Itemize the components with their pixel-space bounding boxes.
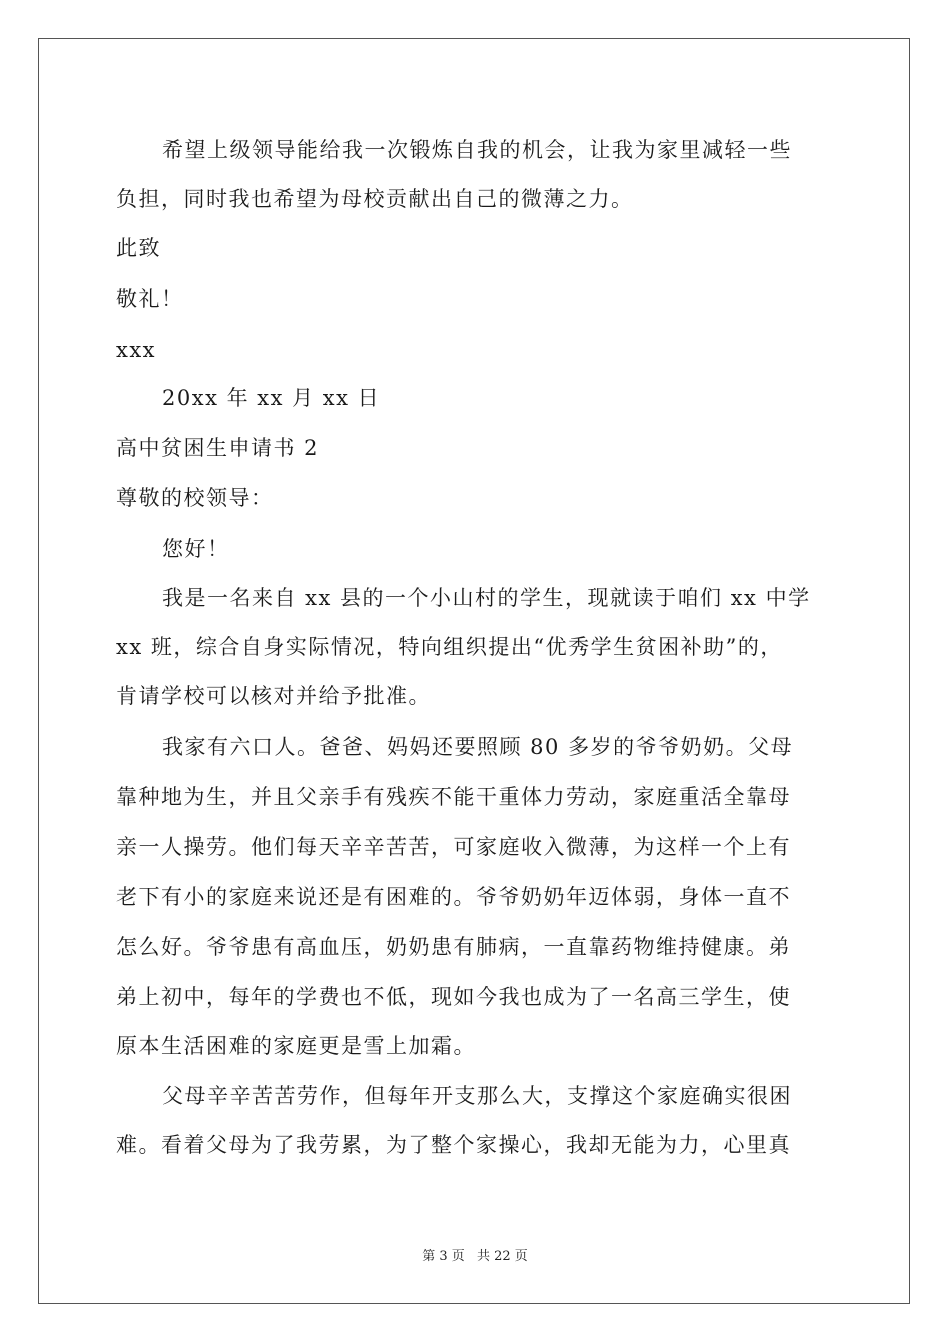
text-line: 老下有小的家庭来说还是有困难的。爷爷奶奶年迈体弱，身体一直不 xyxy=(116,885,791,909)
page-border xyxy=(38,38,910,1304)
text-line: 难。看着父母为了我劳累，为了整个家操心，我却无能为力，心里真 xyxy=(116,1133,791,1157)
text-line: 亲一人操劳。他们每天辛辛苦苦，可家庭收入微薄，为这样一个上有 xyxy=(116,835,791,859)
text-line: 肯请学校可以核对并给予批准。 xyxy=(116,684,431,708)
text-line: 我家有六口人。爸爸、妈妈还要照顾 80 多岁的爷爷奶奶。父母 xyxy=(162,735,794,759)
text-line: xx 班，综合自身实际情况，特向组织提出“优秀学生贫困补助”的， xyxy=(116,635,783,659)
text-line: 怎么好。爷爷患有高血压，奶奶患有肺病，一直靠药物维持健康。弟 xyxy=(116,935,791,959)
page-number: 第 3 页 xyxy=(422,1249,465,1264)
text-line: 我是一名来自 xx 县的一个小山村的学生，现就读于咱们 xx 中学 xyxy=(162,586,811,610)
text-line: 20xx 年 xx 月 xx 日 xyxy=(162,386,381,410)
text-line: 原本生活困难的家庭更是雪上加霜。 xyxy=(116,1034,476,1058)
text-line: 尊敬的校领导： xyxy=(116,486,274,510)
text-line: 敬礼！ xyxy=(116,287,184,311)
text-line: 靠种地为生，并且父亲手有残疾不能干重体力劳动，家庭重活全靠母 xyxy=(116,785,791,809)
text-line: 父母辛辛苦苦劳作，但每年开支那么大，支撑这个家庭确实很困 xyxy=(162,1084,792,1108)
text-line: 希望上级领导能给我一次锻炼自我的机会，让我为家里减轻一些 xyxy=(162,138,792,162)
page-total: 共 22 页 xyxy=(476,1249,528,1264)
text-line: 高中贫困生申请书 2 xyxy=(116,436,320,460)
text-line: 弟上初中，每年的学费也不低，现如今我也成为了一名高三学生，使 xyxy=(116,985,791,1009)
page-footer xyxy=(0,1245,950,1264)
text-line: 负担，同时我也希望为母校贡献出自己的微薄之力。 xyxy=(116,187,634,211)
text-line: xxx xyxy=(116,338,157,362)
text-line: 您好！ xyxy=(162,537,230,561)
text-line: 此致 xyxy=(116,236,161,260)
